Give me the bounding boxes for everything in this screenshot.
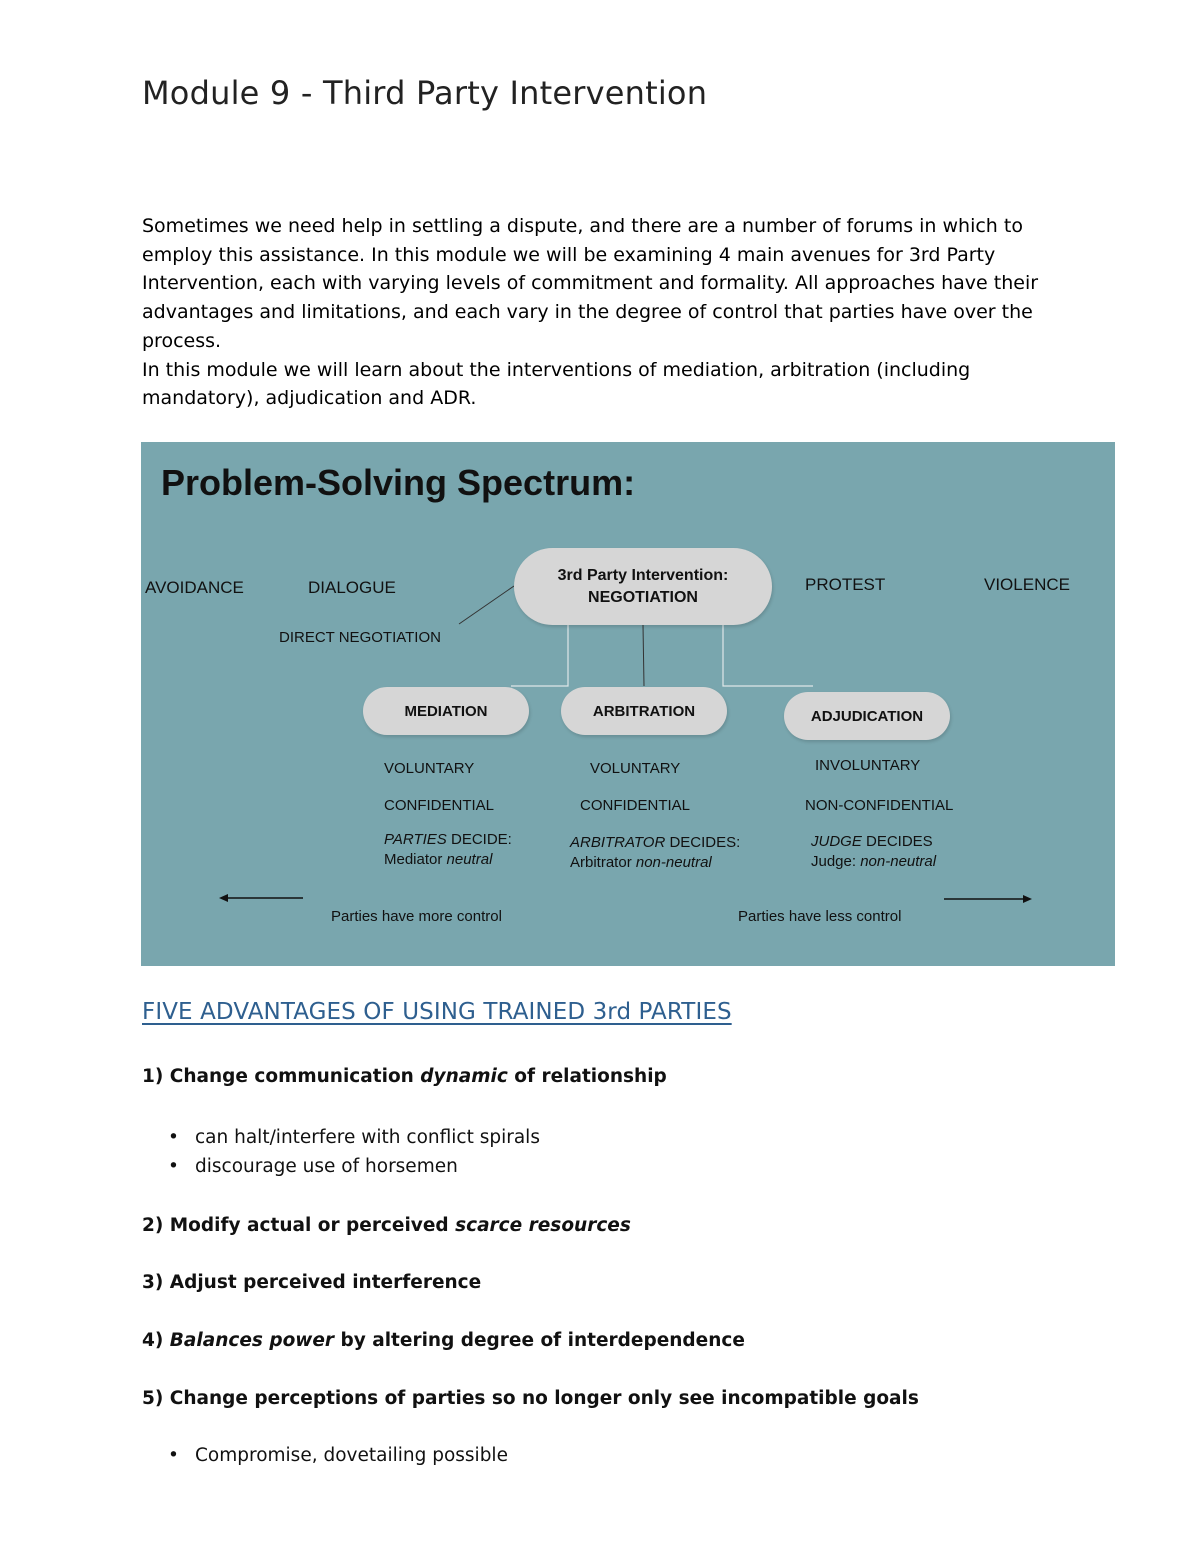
mediation-pill [363, 687, 529, 735]
violence-label: VIOLENCE [984, 575, 1070, 594]
arbitration-privacy: CONFIDENTIAL [580, 797, 691, 814]
negotiation-pill-line2: NEGOTIATION [588, 588, 698, 606]
arbitration-pill-label: ARBITRATION [592, 702, 696, 720]
advantage-1-pre: 1) Change communication [142, 1066, 421, 1087]
advantage-5-bullets [142, 1442, 508, 1471]
less-control-label: Parties have less control [738, 908, 902, 925]
mediation-decider: PARTIES [384, 831, 447, 848]
advantage-1-bullets [142, 1124, 540, 1181]
adjudication-pill [784, 692, 950, 740]
advantage-2 [142, 1215, 631, 1236]
advantage-4-post: by altering degree of interdependence [334, 1330, 745, 1351]
advantage-1-emphasis: dynamic [420, 1066, 508, 1087]
intro-paragraph-1: Sometimes we need help in settling a dispute, and there are a number of forums in which to employ this assistance. In this module we will be examining 4 main avenues for 3rd Party Intervention, each with varying levels of commitment and formality. All approaches have their advantages and limitations, and each vary in the degree of control that parties have over the process. [142, 215, 1039, 352]
mediation-pill-label: MEDIATION [404, 702, 488, 720]
center-to-arbitration-connector [643, 625, 644, 686]
advantages-heading: FIVE ADVANTAGES OF USING TRAINED 3rd PARTIES [142, 999, 732, 1025]
avoidance-label: AVOIDANCE [145, 578, 244, 597]
arbitration-pill [561, 687, 727, 735]
list-item: • Compromise, dovetailing possible [142, 1442, 508, 1471]
adjudication-decision [811, 832, 936, 872]
page-title: Module 9 - Third Party Intervention [142, 74, 708, 112]
direct-negotiation-connector [459, 586, 514, 624]
intro-text [142, 212, 1062, 413]
adjudication-pill-label: ADJUDICATION [810, 707, 924, 725]
intro-paragraph-2: In this module we will learn about the interventions of mediation, arbitration (including mandatory), adjudication and ADR. [142, 358, 971, 410]
adjudication-privacy: NON-CONFIDENTIAL [805, 797, 954, 814]
negotiation-pill-line1: 3rd Party Intervention: [557, 566, 729, 584]
advantage-4-emphasis: Balances power [169, 1330, 335, 1351]
advantage-1 [142, 1066, 667, 1087]
arbitration-decider: ARBITRATOR [570, 834, 666, 851]
advantage-2-pre: 2) Modify actual or perceived [142, 1215, 456, 1236]
more-control-arrowhead [219, 894, 228, 902]
mediation-privacy: CONFIDENTIAL [384, 797, 495, 814]
adjudication-neutrality: non-neutral [860, 853, 937, 870]
mediation-decision [384, 830, 512, 870]
mediation-neutral-prefix: Mediator [384, 851, 447, 868]
advantage-4 [142, 1330, 745, 1351]
adjudication-decider: JUDGE [811, 833, 862, 850]
mediation-type: VOLUNTARY [384, 760, 475, 777]
adjudication-type: INVOLUNTARY [815, 757, 921, 774]
more-control-label: Parties have more control [331, 908, 502, 925]
less-control-arrowhead [1023, 895, 1032, 903]
arbitration-neutral-prefix: Arbitrator [570, 854, 636, 871]
direct-negotiation-label: DIRECT NEGOTIATION [279, 629, 441, 646]
dialogue-label: DIALOGUE [308, 578, 396, 597]
arbitration-neutrality: non-neutral [635, 854, 712, 871]
center-to-adjudication-connector [723, 625, 813, 686]
negotiation-pill [514, 548, 772, 625]
list-item: • discourage use of horsemen [142, 1153, 540, 1182]
diagram-title: Problem-Solving Spectrum: [161, 462, 636, 503]
problem-solving-spectrum-diagram [141, 442, 1115, 966]
mediation-neutrality: neutral [446, 851, 493, 868]
list-item: • can halt/interfere with conflict spirals [142, 1124, 540, 1153]
adjudication-decides: DECIDES [861, 833, 933, 850]
mediation-decides: DECIDE: [446, 831, 512, 848]
arbitration-type: VOLUNTARY [590, 760, 681, 777]
center-to-mediation-connector [511, 625, 568, 686]
protest-label: PROTEST [805, 575, 886, 594]
advantage-1-post: of relationship [507, 1066, 667, 1087]
advantage-4-pre: 4) [142, 1330, 170, 1351]
advantage-5: 5) Change perceptions of parties so no longer only see incompatible goals [142, 1388, 919, 1409]
arbitration-decides: DECIDES: [665, 834, 741, 851]
adjudication-neutral-prefix: Judge: [811, 853, 861, 870]
arbitration-decision [570, 833, 740, 873]
advantage-3: 3) Adjust perceived interference [142, 1272, 482, 1293]
advantage-2-emphasis: scarce resources [455, 1215, 631, 1236]
